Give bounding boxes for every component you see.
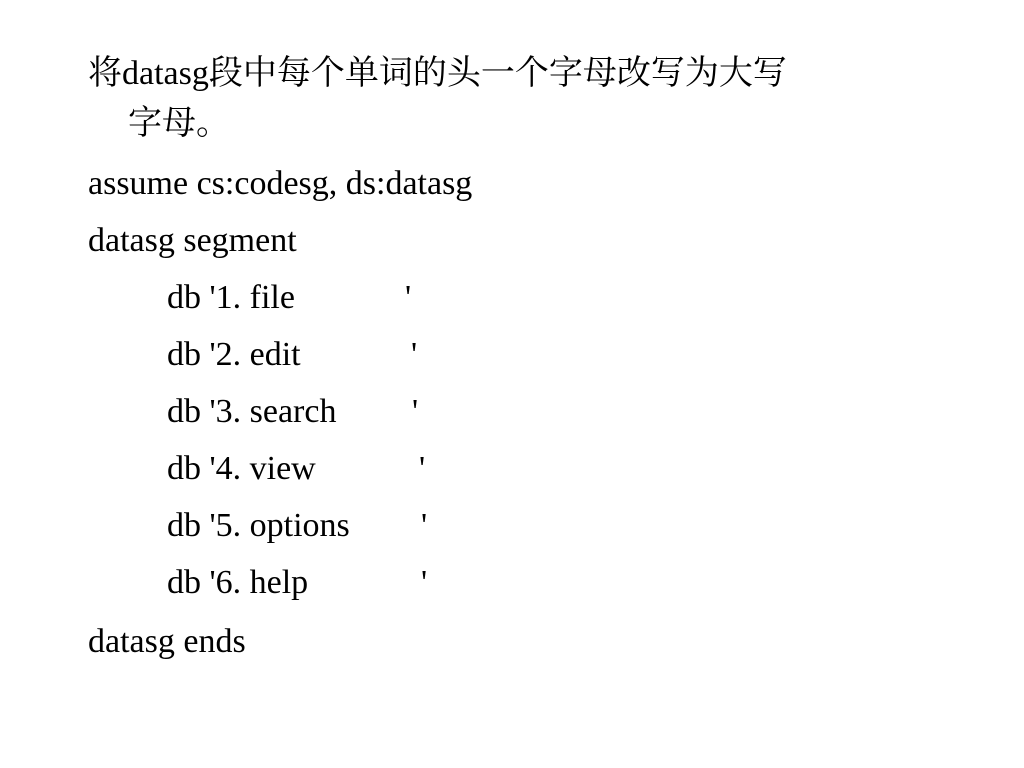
db-line-text: db '4. view: [167, 450, 316, 487]
task-description-line-2: 字母。: [128, 105, 230, 142]
db-line-close-quote: ': [412, 393, 419, 430]
db-line: [167, 335, 467, 375]
db-line-text: db '5. options: [167, 507, 350, 544]
task-description-line-1: 将datasg段中每个单词的头一个字母改写为大写: [88, 55, 787, 92]
db-line: [167, 278, 467, 318]
segment-end: datasg ends: [88, 623, 246, 660]
db-line-text: db '1. file: [167, 279, 295, 316]
db-line: [167, 449, 467, 489]
db-line: [167, 506, 467, 546]
db-line-text: db '6. help: [167, 564, 309, 601]
db-line-close-quote: ': [421, 564, 428, 601]
db-line-close-quote: ': [411, 336, 418, 373]
db-line-text: db '2. edit: [167, 336, 301, 373]
db-line: [167, 563, 467, 603]
db-line-text: db '3. search: [167, 393, 337, 430]
segment-start: datasg segment: [88, 222, 297, 259]
db-line-close-quote: ': [421, 507, 428, 544]
assume-directive: assume cs:codesg, ds:datasg: [88, 165, 473, 202]
db-line-close-quote: ': [419, 450, 426, 487]
db-line-close-quote: ': [405, 279, 412, 316]
db-line: [167, 392, 467, 432]
